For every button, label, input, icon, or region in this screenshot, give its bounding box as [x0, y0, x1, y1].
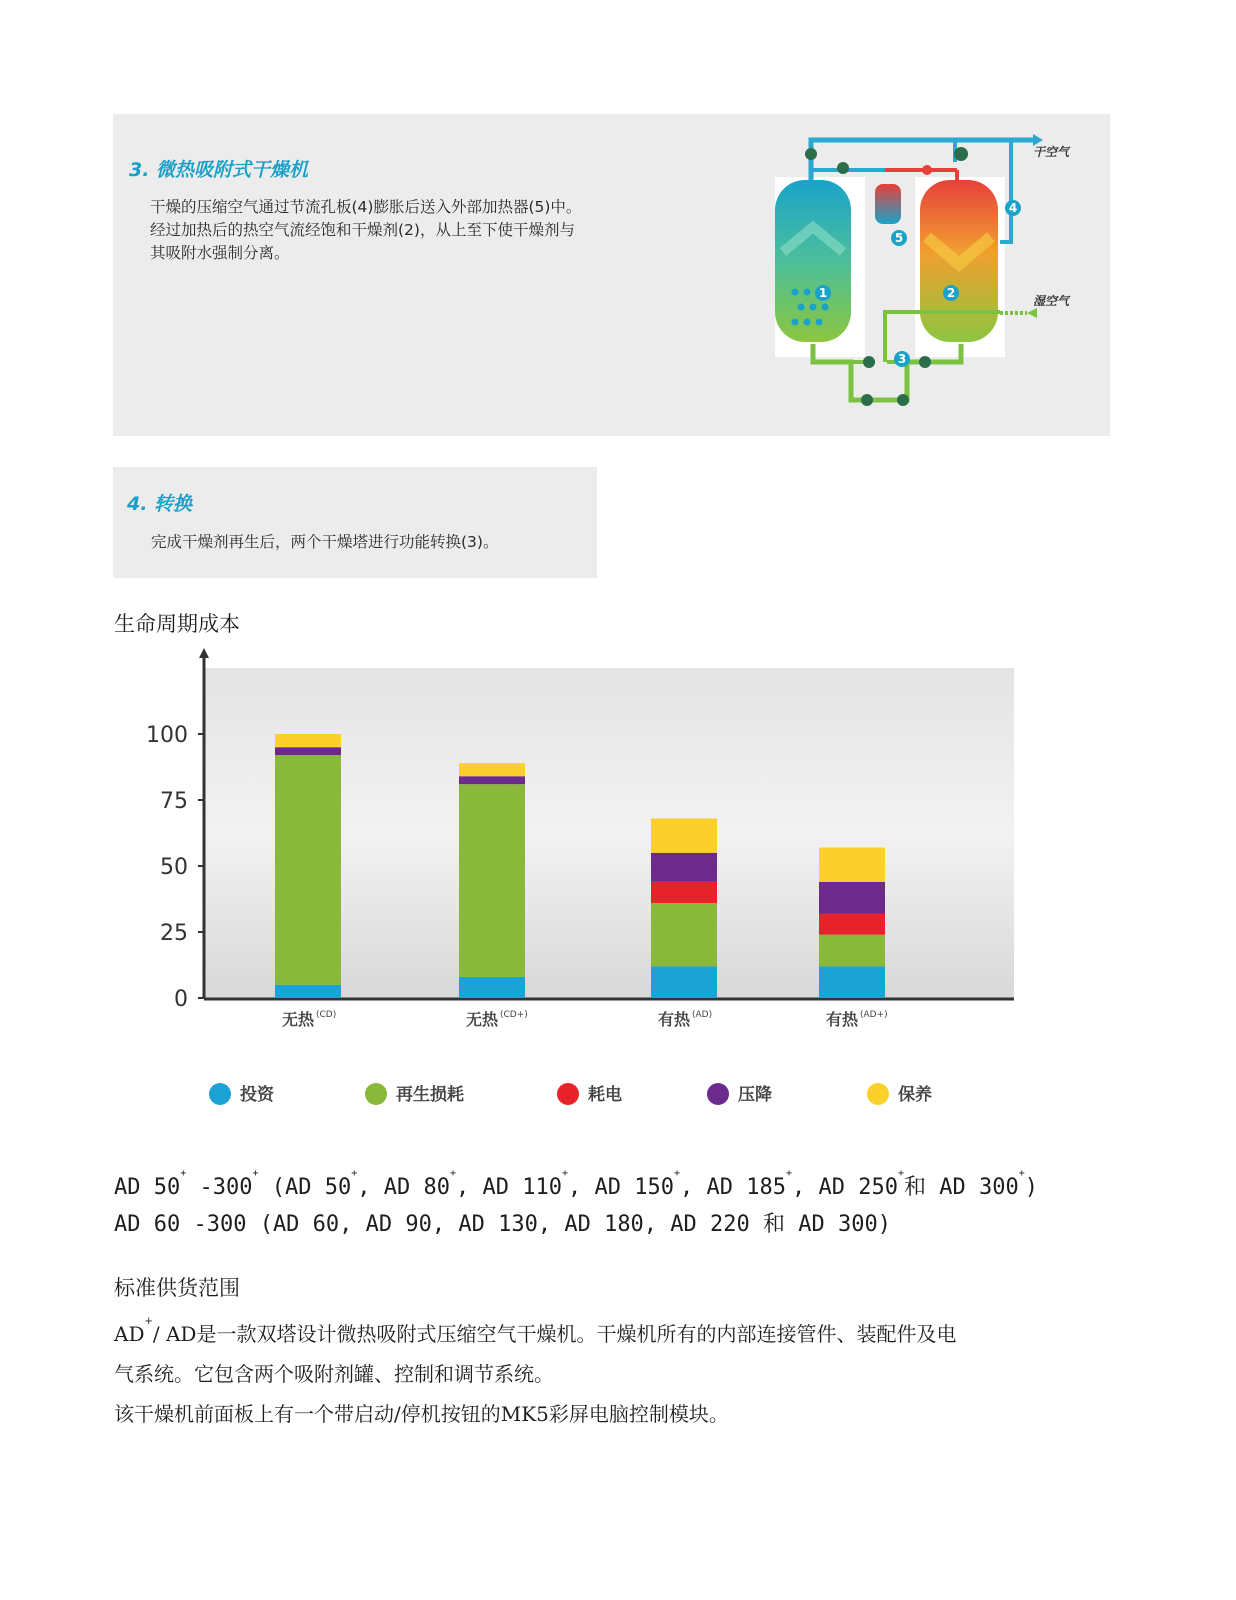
y-axis-arrow-icon	[199, 648, 209, 658]
model-text-part: , AD 150	[568, 1175, 674, 1200]
scope-line-3: 该干燥机前面板上有一个带启动/停机按钮的MK5彩屏电脑控制模块。	[114, 1402, 729, 1426]
bar-segment-压降	[459, 776, 525, 784]
legend-label: 压降	[738, 1085, 772, 1105]
x-tick-label: 无热	[282, 1010, 315, 1029]
superscript-plus: +	[180, 1168, 187, 1179]
bar-segment-投资	[275, 985, 341, 998]
y-tick-label: 50	[160, 855, 188, 880]
scope-line-2: 气系统。它包含两个吸附剂罐、控制和调节系统。	[114, 1362, 554, 1386]
model-text-part: , AD 185	[680, 1175, 786, 1200]
legend-marker-压降	[707, 1083, 729, 1105]
section-4-panel	[113, 467, 597, 578]
x-tick-label-superscript: (AD)	[692, 1010, 713, 1020]
superscript-plus: +	[252, 1168, 259, 1179]
model-text-part: , AD 80	[357, 1175, 450, 1200]
superscript-plus: +	[450, 1168, 457, 1179]
bar-segment-压降	[275, 747, 341, 755]
legend-marker-投资	[209, 1083, 231, 1105]
x-tick-label-superscript: (CD)	[316, 1010, 337, 1020]
bar-segment-保养	[651, 818, 717, 852]
marker-4-label: 4	[1008, 201, 1018, 215]
section-4-text: 完成干燥剂再生后，两个干燥塔进行功能转换(3)。	[151, 533, 499, 551]
bar-segment-投资	[651, 966, 717, 998]
x-tick-label-superscript: (CD+)	[500, 1010, 528, 1020]
y-tick-label: 0	[174, 987, 188, 1012]
section-3-line-1: 干燥的压缩空气通过节流孔板(4)膨胀后送入外部加热器(5)中。	[150, 198, 582, 216]
bar-segment-保养	[819, 848, 885, 882]
scope-heading: 标准供货范围	[114, 1276, 240, 1300]
marker-3-label: 3	[897, 352, 907, 366]
wet-air-arrow-icon	[1027, 308, 1037, 318]
y-tick-label: 75	[160, 789, 188, 814]
legend-marker-再生损耗	[365, 1083, 387, 1105]
y-tick-label: 25	[160, 921, 188, 946]
bar-segment-投资	[459, 977, 525, 998]
scope-line-1-pre: AD	[114, 1322, 145, 1346]
x-tick-label-superscript: (AD+)	[860, 1010, 888, 1020]
marker-5-label: 5	[894, 231, 904, 245]
scope-line-1-sup: +	[144, 1316, 153, 1327]
legend-label: 耗电	[588, 1085, 622, 1105]
dry-air-label: 干空气	[1033, 145, 1070, 159]
legend-marker-耗电	[557, 1083, 579, 1105]
scope-line-1	[114, 1318, 956, 1347]
superscript-plus: +	[351, 1168, 358, 1179]
superscript-plus: +	[898, 1168, 905, 1179]
bar-segment-再生损耗	[275, 755, 341, 985]
bar-segment-耗电	[819, 914, 885, 935]
model-text-part: , AD 250	[792, 1175, 898, 1200]
x-tick-label: 有热	[826, 1010, 859, 1029]
model-text-part: AD 50	[114, 1175, 181, 1200]
bar-segment-投资	[819, 966, 885, 998]
model-range-line-1	[114, 1170, 1038, 1201]
superscript-plus: +	[674, 1168, 681, 1179]
section-3-line-3: 其吸附水强制分离。	[150, 244, 290, 262]
superscript-plus: +	[786, 1168, 793, 1179]
dryer-flow-diagram	[775, 122, 1095, 422]
model-range-line-2: AD 60 -300 (AD 60, AD 90, AD 130, AD 180, AD 220 和 AD 300)	[114, 1212, 891, 1237]
x-tick-label: 无热	[466, 1010, 499, 1029]
wet-air-label: 湿空气	[1033, 294, 1070, 308]
section-4-title: 4. 转换	[127, 493, 193, 515]
model-text-part: , AD 110	[456, 1175, 562, 1200]
section-3-line-2: 经过加热后的热空气流经饱和干燥剂(2)，从上至下使干燥剂与	[150, 221, 575, 239]
bar-segment-压降	[819, 882, 885, 914]
legend-label: 投资	[240, 1085, 274, 1105]
marker-1-label: 1	[818, 286, 828, 300]
x-tick-label: 有热	[658, 1010, 691, 1029]
bar-segment-再生损耗	[459, 784, 525, 977]
bar-segment-保养	[275, 734, 341, 747]
bar-segment-耗电	[651, 882, 717, 903]
model-text-part: (AD 50	[258, 1175, 352, 1200]
model-text-part: )	[1024, 1175, 1039, 1200]
section-3-title: 3. 微热吸附式干燥机	[129, 159, 309, 181]
superscript-plus: +	[562, 1168, 569, 1179]
scope-line-1-post: / AD是一款双塔设计微热吸附式压缩空气干燥机。干燥机所有的内部连接管件、装配件及电	[152, 1322, 957, 1346]
superscript-plus: +	[1018, 1168, 1025, 1179]
chart-title: 生命周期成本	[114, 612, 240, 636]
marker-2-label: 2	[946, 286, 956, 300]
model-text-part: -300	[186, 1175, 253, 1200]
y-tick-label: 100	[146, 723, 188, 748]
bar-segment-保养	[459, 763, 525, 776]
legend-label: 再生损耗	[396, 1085, 464, 1105]
lifecycle-cost-chart	[140, 648, 1040, 1128]
bar-segment-压降	[651, 853, 717, 882]
bar-segment-再生损耗	[651, 903, 717, 966]
legend-label: 保养	[898, 1085, 932, 1105]
legend-marker-保养	[867, 1083, 889, 1105]
model-text-part: 和 AD 300	[904, 1175, 1019, 1200]
bar-segment-再生损耗	[819, 935, 885, 967]
